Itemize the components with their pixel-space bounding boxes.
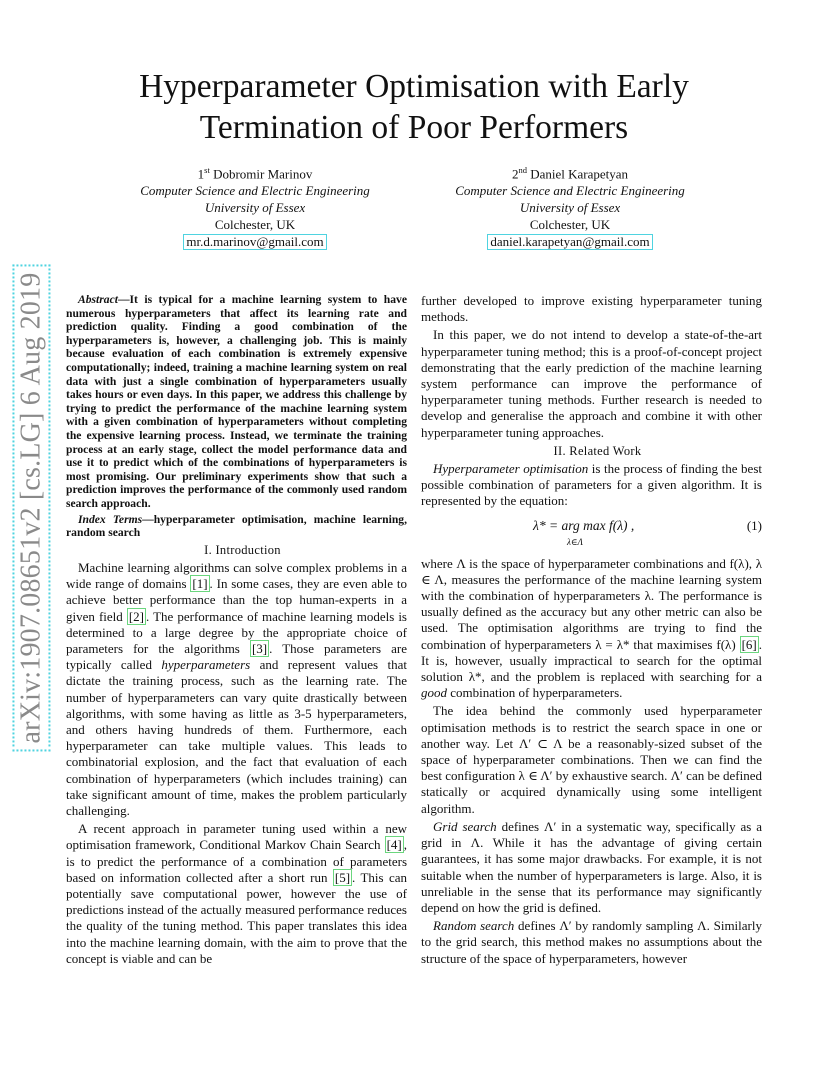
author-block-1	[105, 162, 405, 250]
related-paragraph-1: Hyperparameter optimisation is the process of finding the best possible combination of parameters for a given algorithm. It is represented by the equation:	[421, 461, 762, 509]
author-department: Computer Science and Electric Engineering	[140, 183, 370, 199]
equation-body: λ* = arg max f(λ) ,	[533, 517, 635, 533]
citation-link[interactable]: [4]	[386, 837, 402, 853]
index-terms: Index Terms—hyperparameter optimisation, machine learning, random search	[66, 512, 407, 540]
citation-link[interactable]: [5]	[334, 869, 351, 885]
related-paragraph-3: The idea behind the commonly used hyperparameter optimisation methods is to restrict the search space in one or another way. Let Λ′ ⊂ Λ be a reasonably-sized subset of the space of hyperparameter combinations. Then we can find the best configuration λ ∈ Λ′ by exhaustive search. Λ′ can be defined statically or acquired dynamically using some intelligent algorithm.	[421, 703, 762, 816]
author-city: Colchester, UK	[529, 217, 611, 233]
author-email-link[interactable]: daniel.karapetyan@gmail.com	[487, 234, 652, 250]
equation-1	[421, 516, 762, 552]
arxiv-identifier-stamp	[4, 258, 58, 758]
author-name: 2nd Daniel Karapetyan	[511, 165, 629, 182]
arxiv-identifier: arXiv:1907.08651v2 [cs.LG] 6 Aug 2019	[12, 265, 50, 752]
paper-title	[0, 66, 828, 148]
author-university: University of Essex	[519, 200, 621, 216]
index-terms-label: Index Terms	[78, 512, 143, 526]
author-block-2	[420, 162, 720, 250]
intro-paragraph-3: In this paper, we do not intend to develop a state-of-the-art hyperparameter tuning method; this is a proof-of-concept project demonstrating that the early prediction of the machine learning system performance can improve the performance of hyperparameter tuning methods. Further research is needed to develop and generalise the approach and combine it with other hyperparameter tuning approaches.	[421, 327, 762, 440]
citation-link[interactable]: [3]	[251, 640, 268, 656]
author-department: Computer Science and Electric Engineering	[455, 183, 685, 199]
author-email-link[interactable]: mr.d.marinov@gmail.com	[183, 234, 326, 250]
intro-paragraph-2-continued: further developed to improve existing hyperparameter tuning methods.	[421, 293, 762, 325]
right-column	[421, 293, 762, 969]
abstract-label: Abstract	[78, 293, 118, 306]
related-paragraph-random-search: Random search defines Λ′ by randomly sampling Λ. Similarly to the grid search, this method makes no assumptions about the structure of the space of hyperparameters, however	[421, 918, 762, 966]
related-paragraph-grid-search: Grid search defines Λ′ in a systematic way, specifically as a grid in Λ. While it has the advantage of giving certain guarantees, it has some major drawbacks. For example, it is not suitable when the number of hyperparameters is large. Also, it is unreliable in the sense that its performance may significantly depend on how the grid is defined.	[421, 818, 762, 915]
intro-paragraph-2: A recent approach in parameter tuning used within a new optimisation framework, Conditional Markov Chain Search [4] , is to predict the performance of a combination of parameters based on information collected after a short run [5] . This can potentially save computational power, however the use of predictions instead of the actually measured performance reduces the quality of the tuning method. This paper translates this idea into the machine learning domain, with the aim to prove that the concept is viable and can be	[66, 821, 407, 966]
title-line-2: Termination of Poor Performers	[199, 109, 629, 146]
section-heading-introduction: I. Introduction	[204, 542, 281, 557]
intro-paragraph-1: Machine learning algorithms can solve complex problems in a wide range of domains [1] . In some cases, they are even able to achieve better performance than the top human-experts in a given field [2] . The performance of machine learning models is determined to a large degree by the appropriate choice of parameters for the algorithms [3] . Those parameters are typically called hyperparameters and represent values that dictate the training process, such as the learning rate. The number of hyperparameters can vary quite drastically between algorithms, with some having as little as 3-5 hyperparameters, and others having hundreds of them. Furthermore, each hyperparameter can take multiple values. This leads to combinatorial explosion, and the fact that evaluation of each combination of hyperparameters (which includes training) can take significant amount of time, makes the problem particularly challenging.	[66, 559, 407, 818]
citation-link[interactable]: [1]	[192, 576, 208, 592]
citation-link[interactable]: [6]	[741, 636, 757, 652]
equation-number: (1)	[746, 517, 762, 533]
title-line-1: Hyperparameter Optimisation with Early	[139, 68, 689, 105]
author-name: 1st Dobromir Marinov	[197, 165, 313, 182]
citation-link[interactable]: [2]	[128, 608, 144, 624]
author-city: Colchester, UK	[214, 217, 296, 233]
author-university: University of Essex	[204, 200, 306, 216]
equation-subscript: λ∈Λ	[567, 536, 583, 547]
left-column	[66, 293, 407, 969]
section-heading-related-work: II. Related Work	[553, 443, 642, 458]
related-paragraph-2: where Λ is the space of hyperparameter combinations and f(λ), λ ∈ Λ, measures the performance of the machine learning system with the combination of hyperparameters λ. The performance is usually defined as the accuracy but any other metric can also be used. The optimisation algorithms are trying to find the combination of hyperparameters λ = λ* that maximises f(λ) [6] . It is, however, usually impractical to search for the optimal solution λ*, and the problem is replaced with searching for a good combination of hyperparameters.	[421, 555, 762, 701]
abstract: Abstract—It is typical for a machine learning system to have numerous hyperparameters that affect its learning rate and prediction quality. Finding a good combination of the hyperparameters is, however, a challenging job. This is mainly because evaluation of each combination is extremely expensive computationally; indeed, training a machine learning system on real data with just a single combination of hyperparameters usually takes hours or even days. In this paper, we address this challenge by trying to predict the performance of the machine learning system with a given combination of hyperparameters without completing the expensive learning process. Instead, we terminate the training process at an early stage, collect the model performance data and use it to predict which of the combinations of hyperparameters is most promising. Our preliminary experiments show that such a prediction improves the performance of the commonly used random search approach.	[66, 293, 407, 510]
